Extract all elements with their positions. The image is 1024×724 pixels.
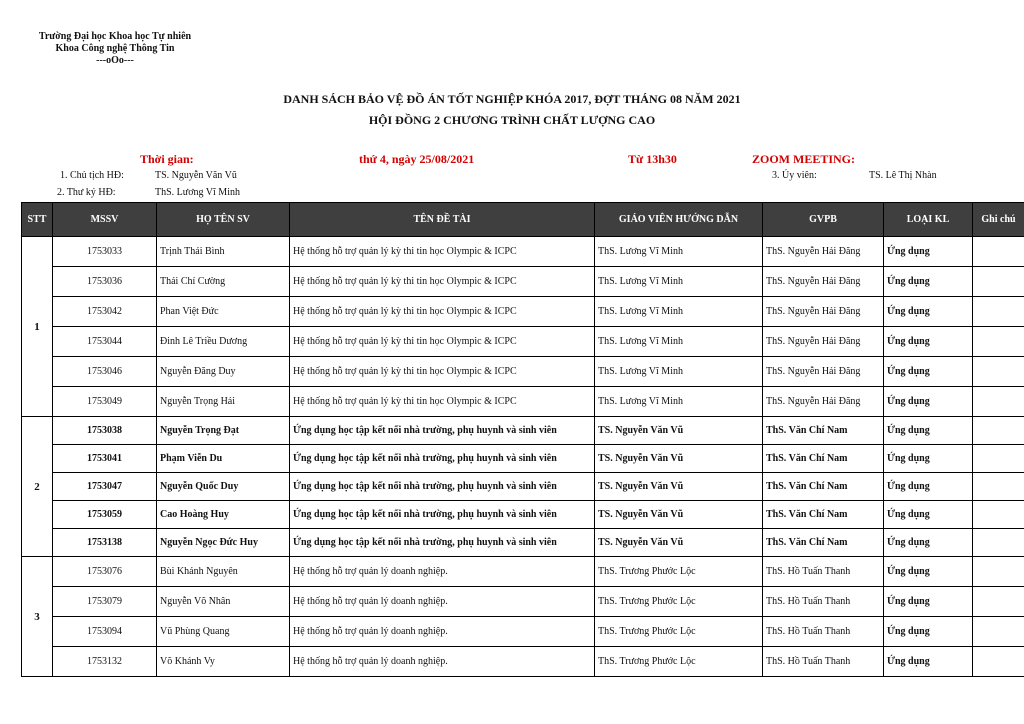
thesis-type-cell: Ứng dụng bbox=[884, 501, 973, 529]
secretary-label: 2. Thư ký HĐ: bbox=[57, 187, 116, 198]
topic-cell: Ứng dụng học tập kết nối nhà trường, phụ huynh và sinh viên bbox=[290, 417, 595, 445]
notes-cell bbox=[973, 557, 1024, 587]
advisor-cell: ThS. Trương Phước Lộc bbox=[595, 587, 763, 617]
advisor-cell: ThS. Trương Phước Lộc bbox=[595, 647, 763, 677]
topic-cell: Ứng dụng học tập kết nối nhà trường, phụ huynh và sinh viên bbox=[290, 445, 595, 473]
student-name-cell: Vũ Phùng Quang bbox=[157, 617, 290, 647]
thesis-type-cell: Ứng dụng bbox=[884, 557, 973, 587]
student-name-cell: Võ Khánh Vy bbox=[157, 647, 290, 677]
column-header-reviewer: GVPB bbox=[763, 203, 884, 237]
student-id-cell: 1753079 bbox=[53, 587, 157, 617]
table-row bbox=[22, 587, 1024, 617]
topic-cell: Hệ thống hỗ trợ quản lý kỳ thi tin học Olympic & ICPC bbox=[290, 297, 595, 327]
notes-cell bbox=[973, 473, 1024, 501]
thesis-type-cell: Ứng dụng bbox=[884, 647, 973, 677]
student-name-cell: Bùi Khánh Nguyên bbox=[157, 557, 290, 587]
advisor-cell: ThS. Lương Vĩ Minh bbox=[595, 357, 763, 387]
table-row bbox=[22, 387, 1024, 417]
table-row bbox=[22, 501, 1024, 529]
student-id-cell: 1753044 bbox=[53, 327, 157, 357]
topic-cell: Hệ thống hỗ trợ quản lý doanh nghiệp. bbox=[290, 557, 595, 587]
column-header-advisor: GIÁO VIÊN HƯỚNG DẪN bbox=[595, 203, 763, 237]
topic-cell: Hệ thống hỗ trợ quản lý doanh nghiệp. bbox=[290, 647, 595, 677]
chair-label: 1. Chủ tịch HĐ: bbox=[60, 170, 124, 181]
secretary-name: ThS. Lương Vĩ Minh bbox=[155, 187, 240, 198]
reviewer-cell: ThS. Nguyễn Hải Đăng bbox=[763, 297, 884, 327]
table-row bbox=[22, 297, 1024, 327]
student-id-cell: 1753138 bbox=[53, 529, 157, 557]
advisor-cell: ThS. Lương Vĩ Minh bbox=[595, 387, 763, 417]
table-row bbox=[22, 237, 1024, 267]
thesis-type-cell: Ứng dụng bbox=[884, 357, 973, 387]
reviewer-cell: ThS. Nguyễn Hải Đăng bbox=[763, 237, 884, 267]
table-row bbox=[22, 473, 1024, 501]
schedule-date: thứ 4, ngày 25/08/2021 bbox=[359, 152, 475, 166]
student-id-cell: 1753038 bbox=[53, 417, 157, 445]
topic-cell: Ứng dụng học tập kết nối nhà trường, phụ huynh và sinh viên bbox=[290, 501, 595, 529]
column-header-stt: STT bbox=[22, 203, 53, 237]
student-id-cell: 1753076 bbox=[53, 557, 157, 587]
document-subtitle: HỘI ĐỒNG 2 CHƯƠNG TRÌNH CHẤT LƯỢNG CAO bbox=[368, 113, 656, 127]
student-id-cell: 1753041 bbox=[53, 445, 157, 473]
advisor-cell: ThS. Lương Vĩ Minh bbox=[595, 297, 763, 327]
table-row bbox=[22, 417, 1024, 445]
notes-cell bbox=[973, 297, 1024, 327]
notes-cell bbox=[973, 617, 1024, 647]
schedule-hour: Từ 13h30 bbox=[628, 152, 677, 166]
header-divider: ---oOo--- bbox=[96, 55, 134, 66]
notes-cell bbox=[973, 647, 1024, 677]
advisor-cell: ThS. Lương Vĩ Minh bbox=[595, 267, 763, 297]
chair-name: TS. Nguyễn Văn Vũ bbox=[155, 170, 237, 181]
advisor-cell: ThS. Trương Phước Lộc bbox=[595, 617, 763, 647]
topic-cell: Hệ thống hỗ trợ quản lý kỳ thi tin học Olympic & ICPC bbox=[290, 267, 595, 297]
student-name-cell: Nguyễn Ngọc Đức Huy bbox=[157, 529, 290, 557]
reviewer-cell: ThS. Văn Chí Nam bbox=[763, 529, 884, 557]
thesis-type-cell: Ứng dụng bbox=[884, 417, 973, 445]
topic-cell: Ứng dụng học tập kết nối nhà trường, phụ huynh và sinh viên bbox=[290, 529, 595, 557]
notes-cell bbox=[973, 357, 1024, 387]
topic-cell: Hệ thống hỗ trợ quản lý kỳ thi tin học Olympic & ICPC bbox=[290, 327, 595, 357]
column-header-topic: TÊN ĐỀ TÀI bbox=[290, 203, 595, 237]
advisor-cell: TS. Nguyễn Văn Vũ bbox=[595, 445, 763, 473]
advisor-cell: ThS. Lương Vĩ Minh bbox=[595, 327, 763, 357]
table-row bbox=[22, 617, 1024, 647]
student-id-cell: 1753042 bbox=[53, 297, 157, 327]
column-header-mssv: MSSV bbox=[53, 203, 157, 237]
thesis-type-cell: Ứng dụng bbox=[884, 327, 973, 357]
thesis-type-cell: Ứng dụng bbox=[884, 267, 973, 297]
student-name-cell: Nguyễn Trọng Đạt bbox=[157, 417, 290, 445]
institution-header bbox=[30, 31, 200, 67]
table-row bbox=[22, 529, 1024, 557]
notes-cell bbox=[973, 417, 1024, 445]
group-number-cell: 1 bbox=[22, 237, 53, 417]
notes-cell bbox=[973, 501, 1024, 529]
student-id-cell: 1753033 bbox=[53, 237, 157, 267]
notes-cell bbox=[973, 267, 1024, 297]
thesis-type-cell: Ứng dụng bbox=[884, 237, 973, 267]
table-row bbox=[22, 357, 1024, 387]
member-name: TS. Lê Thị Nhàn bbox=[869, 170, 937, 181]
topic-cell: Hệ thống hỗ trợ quản lý doanh nghiệp. bbox=[290, 587, 595, 617]
student-id-cell: 1753046 bbox=[53, 357, 157, 387]
thesis-type-cell: Ứng dụng bbox=[884, 473, 973, 501]
student-name-cell: Nguyễn Võ Nhân bbox=[157, 587, 290, 617]
table-row bbox=[22, 647, 1024, 677]
document-title: DANH SÁCH BẢO VỆ ĐỒ ÁN TỐT NGHIỆP KHÓA 2017, ĐỢT THÁNG 08 NĂM 2021 bbox=[283, 92, 741, 106]
advisor-cell: TS. Nguyễn Văn Vũ bbox=[595, 529, 763, 557]
notes-cell bbox=[973, 587, 1024, 617]
topic-cell: Hệ thống hỗ trợ quản lý kỳ thi tin học Olympic & ICPC bbox=[290, 237, 595, 267]
reviewer-cell: ThS. Văn Chí Nam bbox=[763, 473, 884, 501]
member-label: 3. Ủy viên: bbox=[772, 170, 817, 181]
topic-cell: Hệ thống hỗ trợ quản lý kỳ thi tin học Olympic & ICPC bbox=[290, 387, 595, 417]
reviewer-cell: ThS. Nguyễn Hải Đăng bbox=[763, 387, 884, 417]
reviewer-cell: ThS. Văn Chí Nam bbox=[763, 417, 884, 445]
advisor-cell: TS. Nguyễn Văn Vũ bbox=[595, 473, 763, 501]
student-id-cell: 1753047 bbox=[53, 473, 157, 501]
reviewer-cell: ThS. Nguyễn Hải Đăng bbox=[763, 357, 884, 387]
topic-cell: Hệ thống hỗ trợ quản lý kỳ thi tin học Olympic & ICPC bbox=[290, 357, 595, 387]
notes-cell bbox=[973, 445, 1024, 473]
student-name-cell: Nguyễn Quốc Duy bbox=[157, 473, 290, 501]
reviewer-cell: ThS. Hồ Tuấn Thanh bbox=[763, 557, 884, 587]
faculty-name: Khoa Công nghệ Thông Tin bbox=[55, 43, 175, 54]
table-row bbox=[22, 327, 1024, 357]
column-header-thesis-type: LOẠI KL bbox=[884, 203, 973, 237]
group-number-cell: 2 bbox=[22, 417, 53, 557]
student-id-cell: 1753049 bbox=[53, 387, 157, 417]
student-name-cell: Nguyễn Đăng Duy bbox=[157, 357, 290, 387]
defense-schedule-table bbox=[21, 202, 1024, 677]
reviewer-cell: ThS. Văn Chí Nam bbox=[763, 445, 884, 473]
student-name-cell: Trịnh Thái Bình bbox=[157, 237, 290, 267]
topic-cell: Ứng dụng học tập kết nối nhà trường, phụ huynh và sinh viên bbox=[290, 473, 595, 501]
reviewer-cell: ThS. Hồ Tuấn Thanh bbox=[763, 587, 884, 617]
student-name-cell: Phan Việt Đức bbox=[157, 297, 290, 327]
table-header-row bbox=[22, 203, 1024, 237]
student-id-cell: 1753036 bbox=[53, 267, 157, 297]
student-id-cell: 1753059 bbox=[53, 501, 157, 529]
student-id-cell: 1753132 bbox=[53, 647, 157, 677]
student-name-cell: Đinh Lê Triều Dương bbox=[157, 327, 290, 357]
advisor-cell: ThS. Lương Vĩ Minh bbox=[595, 237, 763, 267]
student-name-cell: Phạm Viễn Du bbox=[157, 445, 290, 473]
notes-cell bbox=[973, 327, 1024, 357]
thesis-type-cell: Ứng dụng bbox=[884, 617, 973, 647]
student-id-cell: 1753094 bbox=[53, 617, 157, 647]
schedule-platform: ZOOM MEETING: bbox=[752, 152, 856, 166]
thesis-type-cell: Ứng dụng bbox=[884, 387, 973, 417]
thesis-type-cell: Ứng dụng bbox=[884, 445, 973, 473]
notes-cell bbox=[973, 529, 1024, 557]
table-row bbox=[22, 267, 1024, 297]
student-name-cell: Cao Hoàng Huy bbox=[157, 501, 290, 529]
column-header-student-name: HỌ TÊN SV bbox=[157, 203, 290, 237]
reviewer-cell: ThS. Hồ Tuấn Thanh bbox=[763, 617, 884, 647]
table-row bbox=[22, 445, 1024, 473]
notes-cell bbox=[973, 237, 1024, 267]
thesis-type-cell: Ứng dụng bbox=[884, 587, 973, 617]
group-number-cell: 3 bbox=[22, 557, 53, 677]
reviewer-cell: ThS. Hồ Tuấn Thanh bbox=[763, 647, 884, 677]
notes-cell bbox=[973, 387, 1024, 417]
advisor-cell: TS. Nguyễn Văn Vũ bbox=[595, 417, 763, 445]
table-row bbox=[22, 557, 1024, 587]
student-name-cell: Nguyễn Trọng Hải bbox=[157, 387, 290, 417]
student-name-cell: Thái Chí Cường bbox=[157, 267, 290, 297]
thesis-type-cell: Ứng dụng bbox=[884, 297, 973, 327]
column-header-notes: Ghi chú bbox=[973, 203, 1024, 237]
reviewer-cell: ThS. Văn Chí Nam bbox=[763, 501, 884, 529]
topic-cell: Hệ thống hỗ trợ quản lý doanh nghiệp. bbox=[290, 617, 595, 647]
time-label: Thời gian: bbox=[140, 152, 194, 166]
table-body bbox=[22, 237, 1024, 677]
advisor-cell: ThS. Trương Phước Lộc bbox=[595, 557, 763, 587]
thesis-type-cell: Ứng dụng bbox=[884, 529, 973, 557]
advisor-cell: TS. Nguyễn Văn Vũ bbox=[595, 501, 763, 529]
university-name: Trường Đại học Khoa học Tự nhiên bbox=[38, 31, 192, 42]
reviewer-cell: ThS. Nguyễn Hải Đăng bbox=[763, 327, 884, 357]
reviewer-cell: ThS. Nguyễn Hải Đăng bbox=[763, 267, 884, 297]
